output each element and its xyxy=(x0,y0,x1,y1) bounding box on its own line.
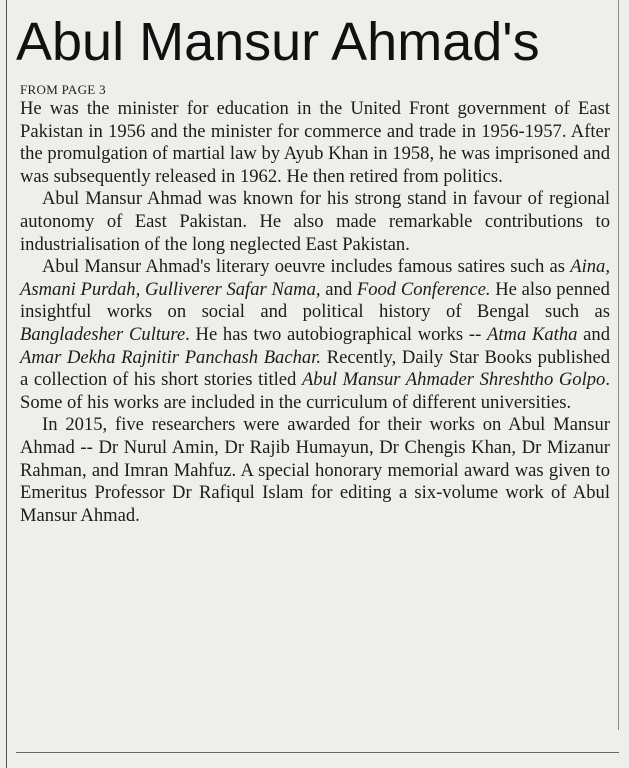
satire-title-food-conference: Food Conference. xyxy=(356,278,491,300)
paragraph-3-text: and xyxy=(577,323,611,345)
satire-titles: Aina, Asmani Purdah, Gulliverer Safar Nama, xyxy=(20,256,610,300)
paragraph-3-text: Abul Mansur Ahmad's literary oeuvre includes famous satires such as xyxy=(42,256,571,278)
paragraph-3-text: Recently, Daily Star Books published a collection of his short stories titled xyxy=(20,346,610,391)
book-title-atma-katha: Atma Katha xyxy=(487,323,578,345)
paragraph-2: Abul Mansur Ahmad was known for his strong stand in favour of regional autonomy of East Pakistan. He also made remarkable contributions to industrialisation of the long neglected East Pakistan. xyxy=(20,188,610,255)
article-body xyxy=(20,98,610,527)
paragraph-3-text: He also penned insightful works on social and political history of Bengal such as xyxy=(20,278,610,323)
left-column-rule xyxy=(6,0,7,768)
paragraph-3-text: . He has two autobiographical works -- xyxy=(185,323,487,345)
paragraph-4: In 2015, five researchers were awarded for their works on Abul Mansur Ahmad -- Dr Nurul Amin, Dr Rajib Humayun, Dr Chengis Khan, Dr Mizanur Rahman, and Imran Mahfuz. A special honorary memorial award was given to Emeritus Professor Dr Rafiqul Islam for editing a six-volume work of Abul Mansur Ahmad. xyxy=(20,414,610,526)
paragraph-3-text: . Some of his works are included in the curriculum of different universities. xyxy=(20,369,610,413)
paragraph-3-text: and xyxy=(320,278,357,300)
jump-line: FROM PAGE 3 xyxy=(20,82,106,97)
paragraph-3 xyxy=(20,256,610,414)
bottom-rule xyxy=(16,752,619,753)
paragraph-1: He was the minister for education in the United Front government of East Pakistan in 1956 and the minister for commerce and trade in 1956-1957. After the promulgation of martial law by Ayub Khan in 1958, he was imprisoned and was subsequently released in 1962. He then retired from politics. xyxy=(20,98,610,187)
book-title-bangladesher-culture: Bangladesher Culture xyxy=(20,323,186,345)
book-title-amar-dekha: Amar Dekha Rajnitir Panchash Bachar. xyxy=(20,346,322,368)
book-title-shreshtho-golpo: Abul Mansur Ahmader Shreshtho Golpo xyxy=(301,369,606,391)
headline: Abul Mansur Ahmad's xyxy=(16,12,540,72)
right-column-rule xyxy=(618,0,619,730)
